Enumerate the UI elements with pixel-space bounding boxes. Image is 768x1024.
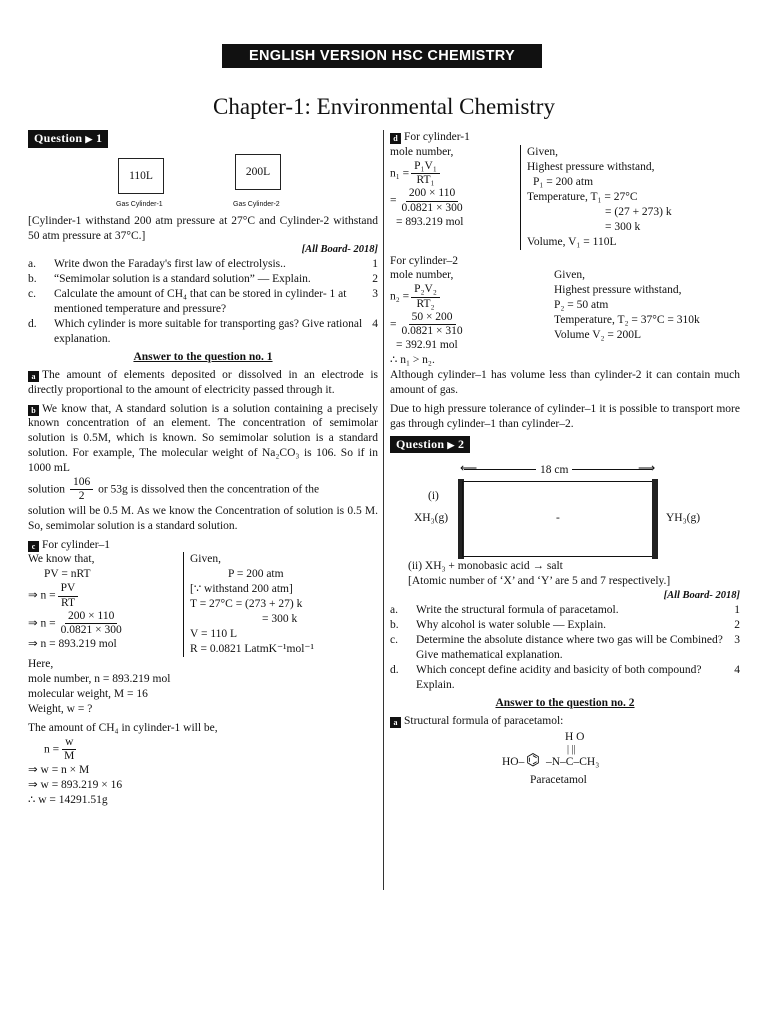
question-2-ref: [All Board- 2018] (663, 590, 740, 602)
cylinder-figure (28, 154, 378, 232)
banner: ENGLISH VERSION HSC CHEMISTRY (222, 44, 542, 68)
arrow-left-icon: ⟵ (460, 461, 478, 476)
tube-figure (390, 459, 740, 555)
q1-item: c. Calculate the amount of CH₄ that can be stored in cylinder- 1 at mentioned temperature and pressure? 3 (28, 287, 378, 315)
answer-1b: b We know that, A standard solution is a solution containing a precisely known concentration of an element. The concentration of semimolar solution is 0.5M, which is known. So semimolar solution is a standard solution. For example, The molecular weight of Na₂CO₃ is 106. So if in 1000 mL (28, 402, 378, 475)
answer-1d-p2: Due to high pressure tolerance of cylinder–1 it is possible to transport more gas through cylinder–1 than cylinder–2. (390, 403, 740, 430)
mol-bonds: | || (567, 744, 576, 756)
answer-1d-compare: ∴ n₁ > n₂. (390, 354, 435, 367)
answer-1b-fraction: solution $\frac{106}{2}$ or 53g is dissolved then the concentration of the (28, 476, 320, 503)
answer-1c-final-2: ⇒ w = 893.219 × 16 (28, 779, 123, 792)
question-2-heading: Question ▶ 2 (390, 436, 740, 454)
answer-1c-amount: The amount of CH₄ in cylinder-1 will be, (28, 721, 218, 734)
left-column (28, 130, 378, 808)
tube-length: 18 cm (536, 463, 572, 478)
mol-top: H O (565, 731, 585, 744)
page-title: Chapter-1: Environmental Chemistry (213, 94, 555, 119)
answer-2a: a Structural formula of paracetamol: (390, 714, 740, 729)
q1-item: b. “Semimolar solution is a standard solution” — Explain. 2 (28, 273, 378, 286)
question-1-heading: Question ▶ 1 (28, 130, 378, 148)
answer-1d-cyl2: mole number, n₂ = $\frac{\text{P₂V₂}}{\text{RT₂}}$ = $\frac{50 \times 200}{0.0821 \times 310}$ = 392.91 mol Given, Highest pressure withstand, P₂ = 50 atm Temperature, T₂ = 37°C = 310k Volume V₂ = 200L (390, 269, 700, 352)
badge-a: a (28, 371, 39, 382)
q2-item: d. Which concept define acidity and basicity of both compound? Explain. 4 (390, 663, 740, 691)
badge-a2: a (390, 717, 401, 728)
answer-1c-more: Here, mole number, n = 893.219 mol molecular weight, M = 16 Weight, w = ? (28, 658, 171, 715)
question-2-items (390, 603, 740, 693)
answer-1c-calc: We know that, PV = nRT ⇒ n = $\frac{PV}{RT}$ ⇒ n = $\frac{200 \times 110}{0.0821 \times 300}$ ⇒ n = 893.219 mol Given, P = 200 atm [∵ withstand 200 atm] T = 27°C = (273 + 27) k = 300 k V = 110 L R = 0.0821 LatmK⁻¹mol⁻¹ (28, 552, 378, 657)
badge-d: d (390, 133, 401, 144)
answer-2-heading: Answer to the question no. 2 (495, 696, 635, 709)
column-divider (383, 130, 384, 890)
answer-1d-cyl1: mole number, n₁ = $\frac{\text{P₁V₁}}{\text{RT₁}}$ = $\frac{200 \times 110}{0.0821 \times 300}$ = 893.219 mol Given, Highest pressure withstand, P₁ = 200 atm Temperature, T₁ = 27°C = (27 + 273) k = 300 k Volume, V₁ = 110L (390, 145, 740, 250)
mol-name: Paracetamol (530, 774, 587, 787)
gas-y-label: YH₃(g) (666, 512, 701, 525)
answer-1-heading: Answer to the question no. 1 (133, 350, 273, 363)
q2-item: a. Write the structural formula of paracetamol. 1 (390, 603, 740, 616)
cylinder-2-label: Gas Cylinder-2 (233, 200, 280, 208)
q1-item: d. Which cylinder is more suitable for transporting gas? Give rational explanation. 4 (28, 317, 378, 345)
question-1-ref: [All Board- 2018] (301, 244, 378, 256)
mol-ho: HO– (502, 756, 525, 769)
answer-1d-p1: Although cylinder–1 has volume less than cylinder-2 it can contain much amount of gas. (390, 369, 740, 397)
right-column (390, 130, 740, 788)
cylinder-1: 110L (118, 158, 164, 194)
tube-end-right (652, 479, 658, 559)
badge-b: b (28, 405, 39, 416)
mol-tail: –N–C–CH₃ (546, 756, 600, 769)
q2-item: c. Determine the absolute distance where two gas will be Combined? Give mathematical explanation. 3 (390, 633, 740, 661)
question-1-stem: [Cylinder-1 withstand 200 atm pressure at 27°C and Cylinder-2 withstand 50 atm pressure at 37°C.] (28, 214, 378, 242)
paracetamol-structure (390, 728, 740, 788)
answer-1c-heading: c For cylinder–1 (28, 538, 378, 553)
question-2-ii: (ii) XH₃ + monobasic acid → salt (408, 560, 563, 573)
tube-center-mark: - (556, 512, 560, 525)
label-i: (i) (428, 490, 439, 503)
answer-1c-final-3: ∴ w = 14291.51g (28, 794, 108, 807)
gas-x-label: XH₃(g) (414, 512, 449, 525)
question-1-items (28, 257, 378, 347)
answer-1b-cont: solution will be 0.5 M. As we know the Concentration of solution is 0.5 M. So, semimolar solution is a standard solution. (28, 504, 378, 532)
answer-1d-heading-2: For cylinder–2 (390, 254, 459, 267)
answer-1d-heading: d For cylinder-1 (390, 130, 740, 145)
answer-1c-nwm: n = $\frac{w}{M}$ (28, 736, 378, 763)
benzene-ring-icon: ⌬ (526, 752, 540, 770)
cylinder-1-label: Gas Cylinder-1 (116, 200, 163, 208)
q2-item: b. Why alcohol is water soluble — Explain. 2 (390, 618, 740, 631)
arrow-right-icon: ⟶ (638, 461, 656, 476)
badge-c: c (28, 541, 39, 552)
q1-item: a. Write dwon the Faraday's first law of electrolysis.. 1 (28, 258, 378, 271)
answer-1a: a The amount of elements deposited or dissolved in an electrode is directly proportional to the amount of electricity passed through it. (28, 368, 378, 396)
question-2-atomic: [Atomic number of ‘X’ and ‘Y’ are 5 and 7 respectively.] (408, 575, 671, 588)
cylinder-2: 200L (235, 154, 281, 190)
answer-1c-final-1: ⇒ w = n × M (28, 764, 90, 777)
